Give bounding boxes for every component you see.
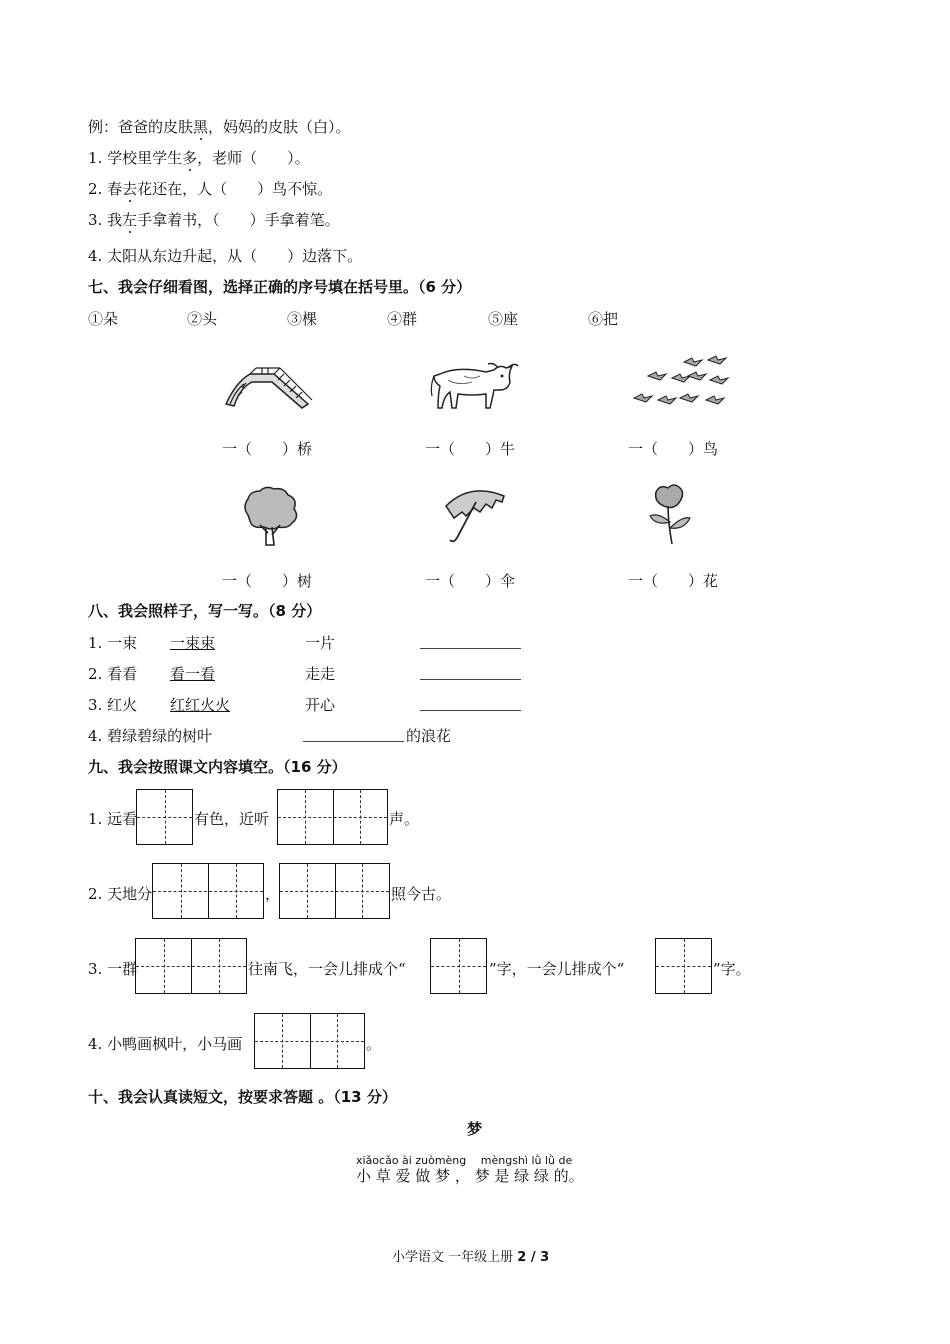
story-pinyin: xiǎocǎo ài zuòmèng mèngshì lǜ lǜ de: [356, 1154, 573, 1167]
tianzige-box[interactable]: [655, 938, 712, 994]
ox-icon: [428, 360, 522, 416]
s8-row2-word: 走走: [305, 665, 336, 683]
tianzige-box[interactable]: [430, 938, 487, 994]
page-footer: 小学语文 一年级上册 2 / 3: [392, 1250, 550, 1265]
s8-row1-word: 一片: [305, 634, 336, 652]
tianzige-box[interactable]: [135, 938, 247, 994]
section8-title: 八、我会照样子，写一写。（8 分）: [88, 602, 322, 620]
caption-ox: 一（ ）牛: [425, 440, 516, 458]
story-title: 梦: [467, 1120, 483, 1138]
s8-row3-example: 红红火火: [170, 696, 231, 714]
tree-icon: [238, 485, 302, 549]
s9-q1-c: 声。: [389, 810, 420, 828]
option-4: ④群: [387, 310, 418, 328]
s8-row3-word: 开心: [305, 696, 336, 714]
option-1: ①朵: [88, 310, 119, 328]
umbrella-icon: [440, 486, 510, 548]
s9-q4-a: 4. 小鸭画枫叶，小马画: [88, 1035, 243, 1053]
tianzige-box[interactable]: [152, 863, 264, 919]
option-5: ⑤座: [488, 310, 519, 328]
s9-q3-b: 往南飞，一会儿排成个“: [248, 960, 406, 978]
example-line: 例：爸爸的皮肤黑，妈妈的皮肤（白）。: [88, 118, 351, 136]
section9-title: 九、我会按照课文内容填空。（16 分）: [88, 758, 347, 776]
s9-q1-b: 有色，近听: [194, 810, 270, 828]
s9-q3-a: 3. 一群: [88, 960, 138, 978]
tianzige-box[interactable]: [279, 863, 390, 919]
caption-tree: 一（ ）树: [222, 572, 313, 590]
s9-q4-b: 。: [366, 1035, 382, 1053]
s8-row4-right: 的浪花: [406, 727, 452, 745]
s8-row3-blank[interactable]: [420, 696, 521, 711]
caption-birds: 一（ ）鸟: [628, 440, 719, 458]
s9-q2-c: 照今古。: [391, 885, 452, 903]
caption-umbrella: 一（ ）伞: [425, 572, 516, 590]
story-line: 小 草 爱 做 梦 ， 梦 是 绿 绿 的。: [356, 1167, 584, 1185]
s8-row3-label: 3. 红火: [88, 696, 138, 714]
bridge-icon: [222, 356, 314, 412]
s9-q2-b: ，: [265, 885, 281, 903]
option-2: ②头: [187, 310, 218, 328]
option-3: ③棵: [287, 310, 318, 328]
antonym-item-2: 2. 春去花还在，人（ ）鸟不惊。: [88, 180, 333, 198]
antonym-item-1: 1. 学校里学生多，老师（ ）。: [88, 149, 310, 167]
tianzige-box[interactable]: [136, 789, 193, 845]
s8-row4-blank[interactable]: [303, 727, 404, 742]
caption-flower: 一（ ）花: [628, 572, 719, 590]
birds-icon: [628, 354, 732, 416]
tianzige-box[interactable]: [254, 1013, 365, 1069]
s9-q3-c: ”字，一会儿排成个“: [489, 960, 625, 978]
section10-title: 十、我会认真读短文，按要求答题 。（13 分）: [88, 1088, 397, 1106]
s9-q2-a: 2. 天地分: [88, 885, 153, 903]
s8-row1-blank[interactable]: [420, 634, 521, 649]
s8-row4-left: 4. 碧绿碧绿的树叶: [88, 727, 213, 745]
option-6: ⑥把: [588, 310, 619, 328]
antonym-item-3: 3. 我左手拿着书，（ ）手拿着笔。: [88, 211, 340, 229]
s9-q1-a: 1. 远看: [88, 810, 138, 828]
s8-row2-blank[interactable]: [420, 665, 521, 680]
page-number: 2 / 3: [517, 1250, 550, 1265]
s8-row2-example: 看一看: [170, 665, 216, 683]
s9-q3-d: ”字。: [713, 960, 751, 978]
antonym-item-4: 4. 太阳从东边升起，从（ ）边落下。: [88, 247, 363, 265]
s8-row2-label: 2. 看看: [88, 665, 138, 683]
s8-row1-label: 1. 一束: [88, 634, 138, 652]
caption-bridge: 一（ ）桥: [222, 440, 313, 458]
section7-title: 七、我会仔细看图，选择正确的序号填在括号里。（6 分）: [88, 278, 472, 296]
tianzige-box[interactable]: [277, 789, 388, 845]
s8-row1-example: 一束束: [170, 634, 216, 652]
flower-icon: [646, 482, 694, 548]
